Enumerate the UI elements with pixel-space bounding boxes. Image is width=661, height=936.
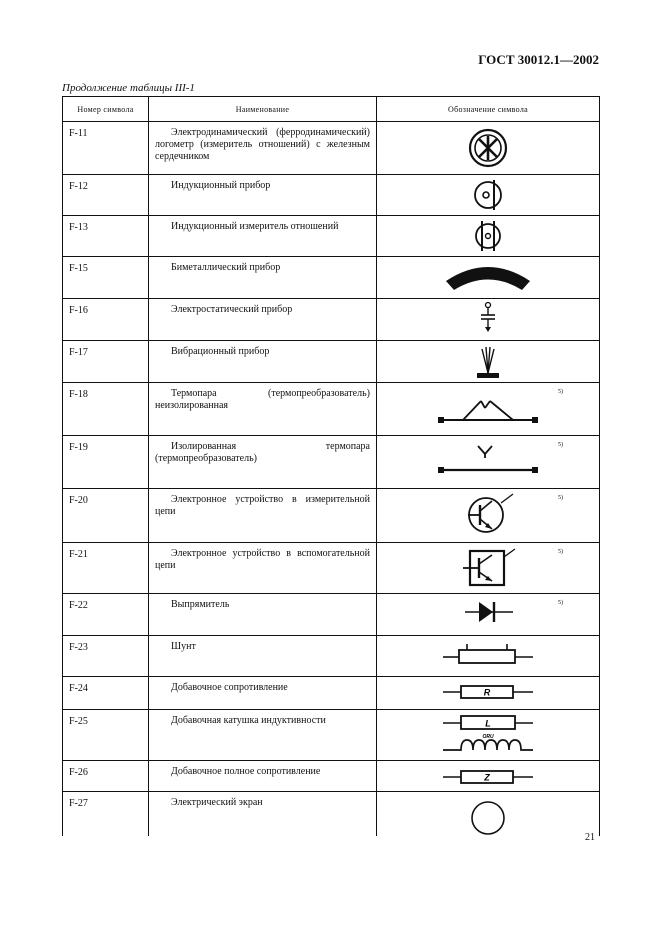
insulated-thermocouple-symbol [433,436,543,488]
symbol-code: F-26 [63,761,149,792]
table-row [63,175,600,216]
electrostatic-instrument-symbol [458,299,518,340]
symbol-name: Электронное устройство в измерительной цепи [149,489,377,543]
symbols-table [62,96,600,836]
document-header: ГОСТ 30012.1—2002 [478,52,599,67]
table-row [63,636,600,677]
series-resistor-symbol [433,677,543,709]
symbol-cell [377,594,600,636]
symbol-cell [377,216,600,257]
symbol-cell [377,383,600,436]
symbol-name: Индукционный измеритель отношений [149,216,377,257]
symbol-cell [377,677,600,710]
impedance-label: Z [484,772,490,783]
shunt-symbol [433,636,543,676]
symbol-cell [377,436,600,489]
resistor-label: R [483,687,491,698]
table-header-row [63,97,600,122]
symbol-name: Добавочное полное сопротивление [149,761,377,792]
symbol-code: F-25 [63,710,149,761]
table-row [63,122,600,175]
symbol-code: F-13 [63,216,149,257]
column-header-code: Номер символа [63,97,149,122]
symbol-cell [377,636,600,677]
column-header-symbol: Обозначение символа [377,97,600,122]
symbol-code: F-18 [63,383,149,436]
footnote-mark: 5) [558,442,563,448]
symbol-name: Вибрационный прибор [149,341,377,383]
symbol-name: Термопара (термопреобразователь) неизолированная [149,383,377,436]
footnote-mark: 5) [558,600,563,606]
symbol-code: F-21 [63,543,149,594]
symbol-name: Биметаллический прибор [149,257,377,299]
table-row [63,383,600,436]
symbol-code: F-22 [63,594,149,636]
inductor-sublabel: ORU [482,734,494,740]
symbol-cell [377,710,600,761]
induction-instrument-symbol [458,175,518,215]
ferrodynamic-ratiometer-symbol [458,122,518,174]
symbol-code: F-15 [63,257,149,299]
table-row [63,489,600,543]
symbol-code: F-27 [63,792,149,837]
symbol-code: F-20 [63,489,149,543]
table-row [63,436,600,489]
table-row [63,677,600,710]
table-row [63,341,600,383]
vibration-instrument-symbol [458,341,518,382]
table-row [63,761,600,792]
series-impedance-symbol [433,761,543,791]
table-row [63,216,600,257]
symbol-code: F-17 [63,341,149,383]
symbol-code: F-11 [63,122,149,175]
series-inductor-symbol [433,710,543,760]
symbol-cell [377,543,600,594]
symbol-cell [377,341,600,383]
table-row [63,710,600,761]
table-continuation-caption: Продолжение таблицы III-1 [62,82,195,94]
table-row [63,543,600,594]
symbol-cell [377,122,600,175]
induction-ratiometer-symbol [458,216,518,256]
symbol-code: F-24 [63,677,149,710]
symbol-code: F-19 [63,436,149,489]
thermocouple-symbol [433,383,543,435]
symbol-name: Электрический экран [149,792,377,837]
symbol-code: F-12 [63,175,149,216]
symbol-name: Выпрямитель [149,594,377,636]
symbol-name: Добавочная катушка индуктивности [149,710,377,761]
bimetal-instrument-symbol [428,257,548,298]
electronic-device-auxiliary-circuit-symbol [443,543,533,593]
electric-screen-symbol [458,792,518,836]
footnote-mark: 5) [558,495,563,501]
symbol-name: Электростатический прибор [149,299,377,341]
rectifier-symbol [443,594,533,635]
symbol-cell [377,489,600,543]
symbol-cell [377,257,600,299]
symbol-name: Изолированная термопара (термопреобразователь) [149,436,377,489]
table-row [63,792,600,837]
table-row [63,257,600,299]
table-row [63,299,600,341]
symbol-name: Электродинамический (ферродинамический) логометр (измеритель отношений) с железным сердечником [149,122,377,175]
inductor-label: L [485,718,491,729]
symbol-name: Индукционный прибор [149,175,377,216]
symbol-code: F-23 [63,636,149,677]
table-row [63,594,600,636]
symbol-cell [377,299,600,341]
column-header-name: Наименование [149,97,377,122]
symbol-cell [377,792,600,837]
symbol-name: Добавочное сопротивление [149,677,377,710]
symbol-name: Электронное устройство в вспомогательной цепи [149,543,377,594]
symbol-code: F-16 [63,299,149,341]
symbol-cell [377,175,600,216]
footnote-mark: 5) [558,549,563,555]
electronic-device-measuring-circuit-symbol [443,489,533,542]
footnote-mark: 5) [558,389,563,395]
symbol-name: Шунт [149,636,377,677]
page-number: 21 [585,832,595,843]
symbol-cell [377,761,600,792]
